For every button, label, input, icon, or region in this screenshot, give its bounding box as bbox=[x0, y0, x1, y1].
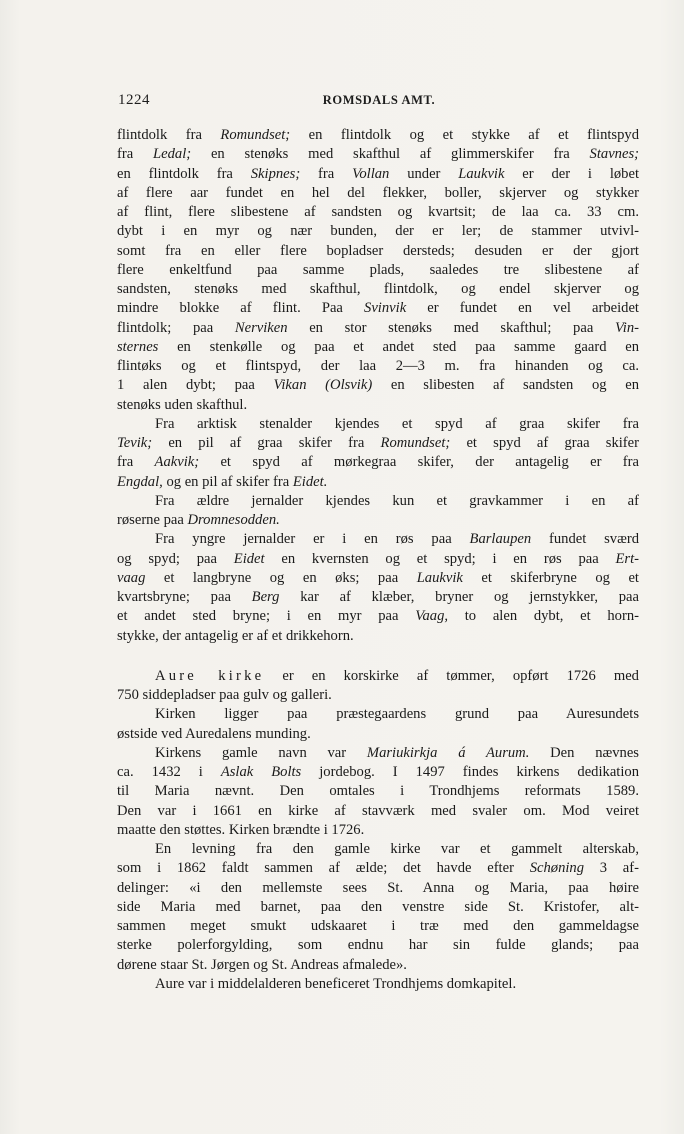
text-segment: en flintdolk og et stykke af et flintspyd bbox=[290, 127, 639, 143]
text-line bbox=[117, 434, 639, 453]
text-line bbox=[117, 261, 639, 280]
text-segment: dørene staar St. Jørgen og St. Andreas afmalede». bbox=[117, 956, 407, 973]
text-line bbox=[117, 975, 639, 994]
text-segment: en stenøks med skafthul af glimmerskifer fra bbox=[191, 146, 590, 163]
text-line bbox=[117, 607, 639, 626]
italic-text: Mariukirkja á Aurum. bbox=[366, 744, 530, 761]
text-segment: delinger: «i den mellemste sees St. Anna og Maria, paa høire bbox=[117, 879, 639, 896]
text-line bbox=[117, 453, 639, 472]
text-segment: en stor stenøks med skafthul; paa bbox=[287, 319, 615, 336]
text-line bbox=[117, 569, 639, 588]
italic-text: Laukvik bbox=[458, 165, 505, 182]
text-line bbox=[117, 415, 639, 434]
text-segment: 1 alen dybt; paa bbox=[117, 377, 274, 394]
text-segment: til Maria nævnt. Den omtales i Trondhjems reformats 1589. bbox=[117, 783, 639, 800]
text-segment: maatte den støttes. Kirken brændte i 1726. bbox=[117, 821, 365, 838]
text-segment: fra bbox=[300, 165, 353, 182]
text-line bbox=[117, 299, 639, 318]
text-segment: en stenkølle og paa et andet sted paa samme gaard en bbox=[158, 338, 639, 355]
text-segment: 750 siddepladser paa gulv og galleri. bbox=[117, 687, 332, 703]
text-line bbox=[117, 145, 639, 164]
text-segment: flintdolk; paa bbox=[117, 319, 235, 336]
text-segment: Fra yngre jernalder er i en røs paa bbox=[155, 531, 470, 548]
text-line bbox=[117, 879, 639, 898]
running-title: ROMSDALS AMT. bbox=[322, 93, 436, 107]
text-segment: En levning fra den gamle kirke var et gammelt alterskab, bbox=[155, 841, 639, 857]
text-line bbox=[117, 396, 639, 415]
text-segment: østside ved Auredalens munding. bbox=[117, 725, 311, 742]
text-line bbox=[117, 821, 639, 840]
italic-text: Ert- bbox=[615, 550, 639, 567]
text-segment: fundet sværd bbox=[531, 531, 639, 548]
text-segment: røserne paa bbox=[117, 512, 188, 528]
text-segment: et skiferbryne og et bbox=[462, 569, 639, 586]
text-segment: en flintdolk fra bbox=[117, 165, 251, 182]
italic-text: vaag bbox=[117, 569, 146, 586]
page-number: 1224 bbox=[118, 92, 150, 108]
text-line bbox=[117, 550, 639, 569]
text-segment: og spyd; paa bbox=[117, 550, 234, 567]
text-line bbox=[117, 319, 639, 338]
text-line bbox=[117, 338, 639, 357]
text-segment: et spyd af graa skifer bbox=[450, 435, 639, 451]
text-line bbox=[117, 763, 639, 782]
text-line bbox=[117, 802, 639, 821]
text-segment: Aure var i middelalderen beneficeret Trondhjems domkapitel. bbox=[155, 975, 517, 992]
body-text bbox=[117, 126, 639, 994]
text-line bbox=[117, 917, 639, 936]
italic-text: sternes bbox=[117, 338, 159, 355]
text-line bbox=[117, 184, 639, 203]
text-segment: jordebog. I 1497 findes kirkens dedikation bbox=[301, 764, 639, 780]
text-segment: er der i løbet bbox=[504, 165, 640, 182]
text-line bbox=[117, 840, 639, 859]
italic-text: Aslak Bolts bbox=[220, 764, 302, 780]
text-segment: fra bbox=[117, 146, 154, 163]
italic-text: Laukvik bbox=[416, 569, 463, 586]
text-line bbox=[117, 667, 639, 686]
italic-text: Engdal, bbox=[117, 473, 163, 490]
text-segment: sandsten, stenøks med skafthul, flintdolk, og endel skjerver og bbox=[117, 281, 639, 297]
italic-text: Vikan (Olsvik) bbox=[273, 377, 373, 394]
text-line bbox=[117, 473, 639, 492]
text-line bbox=[117, 956, 639, 975]
italic-text: Eidet bbox=[233, 550, 265, 567]
text-segment: 3 af- bbox=[584, 860, 640, 877]
text-segment: flere enkeltfund paa samme plads, saaledes tre slibestene af bbox=[117, 261, 639, 278]
text-line bbox=[117, 203, 639, 222]
text-segment: mindre blokke af flint. Paa bbox=[117, 300, 365, 317]
text-line bbox=[117, 725, 639, 744]
text-segment: to alen dybt, et horn- bbox=[448, 608, 639, 625]
page-header bbox=[118, 92, 640, 110]
text-segment: Den nævnes bbox=[529, 744, 639, 761]
italic-text: Romundset; bbox=[220, 127, 291, 143]
text-segment: somt fra en eller flere bopladser dersteds; desuden er der gjort bbox=[117, 242, 639, 259]
text-line bbox=[117, 686, 639, 705]
text-segment: stenøks uden skafthul. bbox=[117, 396, 248, 413]
section-break bbox=[117, 646, 639, 667]
text-line bbox=[117, 376, 639, 395]
text-segment: Den var i 1661 en kirke af stavværk med svaler om. Mod veiret bbox=[117, 802, 639, 819]
text-segment: en pil af graa skifer fra bbox=[152, 435, 381, 451]
text-segment: et andet sted bryne; i en myr paa bbox=[117, 608, 416, 625]
text-segment: dybt i en myr og nær bunden, der er ler; de stammer utvivl- bbox=[117, 223, 639, 240]
italic-text: Tevik; bbox=[117, 435, 153, 451]
text-line bbox=[117, 222, 639, 241]
italic-text: Vin- bbox=[614, 319, 639, 336]
text-segment: sammen meget smukt udskaaret i træ med den gammeldagse bbox=[117, 918, 639, 934]
text-line bbox=[117, 165, 639, 184]
text-line bbox=[117, 511, 639, 530]
text-line bbox=[117, 588, 639, 607]
italic-text: Schøning bbox=[529, 860, 585, 877]
text-line bbox=[117, 627, 639, 646]
text-line bbox=[117, 705, 639, 724]
text-segment: side Maria med barnet, paa den venstre side St. Kristofer, alt- bbox=[117, 898, 639, 915]
text-segment: ca. 1432 i bbox=[117, 764, 221, 780]
text-segment: som i 1862 faldt sammen af ælde; det havde efter bbox=[117, 860, 530, 877]
text-line bbox=[117, 859, 639, 878]
text-segment: af flere aar fundet en hel del flekker, boller, skjerver og stykker bbox=[117, 184, 639, 201]
italic-text: Berg bbox=[251, 589, 280, 605]
text-segment: stykke, der antagelig er af et drikkehorn. bbox=[117, 627, 354, 644]
text-segment: under bbox=[389, 165, 459, 182]
text-segment: Fra ældre jernalder kjendes kun et gravkammer i en af bbox=[155, 492, 639, 509]
text-segment: kar af klæber, bryner og jernstykker, paa bbox=[279, 589, 639, 605]
text-segment: et spyd af mørkegraa skifer, der antagelig er fra bbox=[199, 454, 639, 471]
italic-text: Ledal; bbox=[153, 146, 192, 163]
text-segment: sterke polerforgylding, som endnu har sin fulde glands; paa bbox=[117, 937, 639, 954]
text-segment: af flint, flere slibestene af sandsten og kvartsit; de laa ca. 33 cm. bbox=[117, 204, 639, 220]
italic-text: Romundset; bbox=[380, 435, 451, 451]
text-segment: en kvernsten og et spyd; i en røs paa bbox=[264, 550, 616, 567]
text-line bbox=[117, 492, 639, 511]
text-line bbox=[117, 242, 639, 261]
italic-text: Aakvik; bbox=[154, 454, 200, 471]
italic-text: Eidet. bbox=[292, 473, 328, 490]
text-line bbox=[117, 357, 639, 376]
text-line bbox=[117, 280, 639, 299]
text-segment: Kirken ligger paa præstegaardens grund paa Auresundets bbox=[155, 706, 639, 723]
italic-text: Svinvik bbox=[364, 300, 407, 317]
text-segment: et langbryne og en øks; paa bbox=[145, 569, 417, 586]
italic-text: Dromnesodden. bbox=[187, 512, 280, 528]
text-segment: og en pil af skifer fra bbox=[162, 473, 293, 490]
spaced-heading-text: Aure kirke bbox=[155, 667, 265, 684]
italic-text: Barlaupen bbox=[469, 531, 532, 548]
text-segment: flintdolk fra bbox=[117, 127, 221, 143]
text-segment: en slibesten af sandsten og en bbox=[372, 377, 640, 394]
text-line bbox=[117, 936, 639, 955]
text-line bbox=[117, 782, 639, 801]
text-segment: fra bbox=[117, 454, 155, 471]
text-segment: Kirkens gamle navn var bbox=[155, 744, 367, 761]
italic-text: Nerviken bbox=[234, 319, 288, 336]
italic-text: Vollan bbox=[352, 165, 390, 182]
italic-text: Skipnes; bbox=[250, 165, 301, 182]
text-line bbox=[117, 744, 639, 763]
italic-text: Stavnes; bbox=[589, 146, 639, 163]
text-segment: er en korskirke af tømmer, opført 1726 med bbox=[264, 667, 639, 684]
italic-text: Vaag, bbox=[415, 608, 449, 625]
text-segment: kvartsbryne; paa bbox=[117, 589, 252, 605]
text-line bbox=[117, 898, 639, 917]
text-line bbox=[117, 530, 639, 549]
text-segment: Fra arktisk stenalder kjendes et spyd af graa skifer fra bbox=[155, 415, 639, 432]
text-segment: flintøks og et flintspyd, der laa 2—3 m. fra hinanden og ca. bbox=[117, 358, 639, 374]
text-segment: er fundet en vel arbeidet bbox=[406, 300, 639, 317]
text-line bbox=[117, 126, 639, 145]
